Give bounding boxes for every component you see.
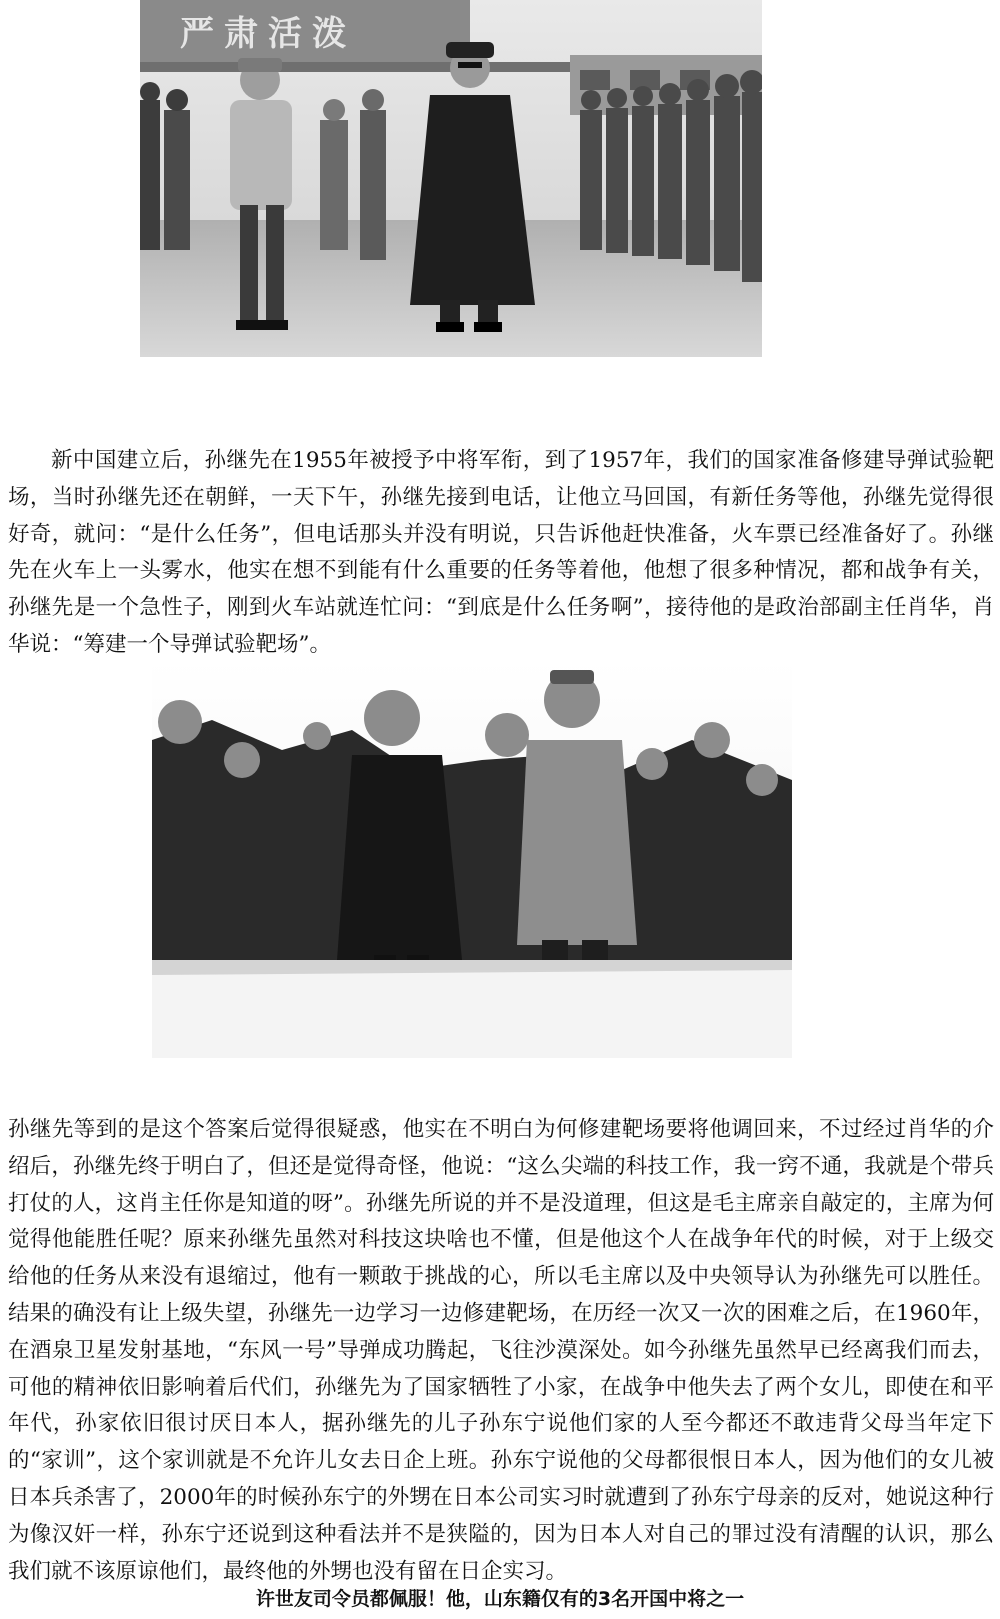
historical-photo-top [140, 0, 762, 357]
photo-top-illustration [140, 0, 762, 357]
article-paragraph-2: 孙继先等到的是这个答案后觉得很疑惑，他实在不明白为何修建靶场要将他调回来，不过经过肖华的介绍后，孙继先终于明白了，但还是觉得奇怪，他说：“这么尖端的科技工作，我一窍不通，我就是个带兵打仗的人，这肖主任你是知道的呀”。孙继先所说的并不是没道理，但这是毛主席亲自敲定的，主席为何觉得他能胜任呢？原来孙继先虽然对科技这块啥也不懂，但是他这个人在战争年代的时候，对于上级交给他的任务从来没有退缩过，他有一颗敢于挑战的心，所以毛主席以及中央领导认为孙继先可以胜任。结果的确没有让上级失望，孙继先一边学习一边修建靶场，在历经一次又一次的困难之后，在1960年，在酒泉卫星发射基地，“东风一号”导弹成功腾起，飞往沙漠深处。如今孙继先虽然早已经离我们而去，可他的精神依旧影响着后代们，孙继先为了国家牺牲了小家，在战争中他失去了两个女儿，即使在和平年代，孙家依旧很讨厌日本人，据孙继先的儿子孙东宁说他们家的人至今都还不敢违背父母当年定下的“家训”，这个家训就是不允许儿女去日企上班。孙东宁说他的父母都很恨日本人，因为他们的女儿被日本兵杀害了，2000年的时候孙东宁的外甥在日本公司实习时就遭到了孙东宁母亲的反对，她说这种行为像汉奸一样，孙东宁还说到这种看法并不是狭隘的，因为日本人对自己的罪过没有清醒的认识，那么我们就不该原谅他们，最终他的外甥也没有留在日企实习。 [8, 1117, 994, 1584]
photo-middle-illustration [152, 660, 792, 1058]
article-paragraph-1: 新中国建立后，孙继先在1955年被授予中将军衔，到了1957年，我们的国家准备修建导弹试验靶场，当时孙继先还在朝鲜，一天下午，孙继先接到电话，让他立马回国，有新任务等他，孙继先觉得很好奇，就问：“是什么任务”，但电话那头并没有明说，只告诉他赶快准备，火车票已经准备好了。孙继先在火车上一头雾水，他实在想不到能有什么重要的任务等着他，他想了很多种情况，都和战争有关，孙继先是一个急性子，刚到火车站就连忙问：“到底是什么任务啊”，接待他的是政治部副主任肖华，肖华说：“筹建一个导弹试验靶场”。 [8, 448, 994, 657]
historical-photo-middle [152, 660, 792, 1058]
related-article-title[interactable]: 许世友司令员都佩服！他，山东籍仅有的3名开国中将之一 [255, 1588, 745, 1610]
banner-sign-text: 严肃活泼 [180, 14, 356, 54]
